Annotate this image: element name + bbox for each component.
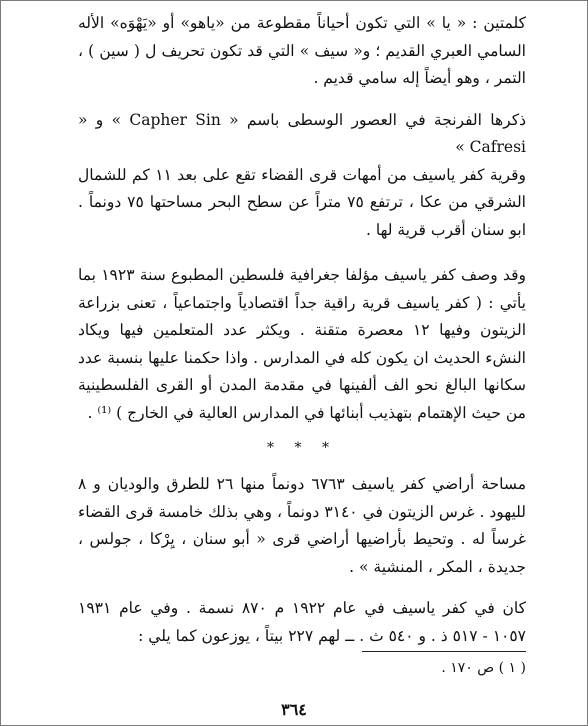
document-page [78, 10, 526, 650]
page-number: ٣٦٤ [281, 700, 307, 719]
paragraph-geography-quote: وقد وصف كفر ياسيف مؤلفا جغرافية فلسطين المطبوع سنة ١٩٢٣ بما يأتي : ( كفر ياسيف قرية راقية جداً اقتصادياً واجتماعياً ، تعنى بزراعة الزيتون وفيها ١٢ معصرة متقنة . ويكثر عدد المتعلمين فيها ويكاد النشء الحديث ان يكون كله في المدارس . واذا حكمنا عليها بنسبة عدد سكانها البالغ نحو الف ألفينها في مقدمة المدن أو القرى الفلسطينية من حيث الإهتمام بتهذيب أبنائها في المدارس العالية في الخارج ) ⁽¹⁾ . [78, 266, 526, 422]
paragraph-location: وقرية كفر ياسيف من أمهات قرى القضاء تقع على بعد ١١ كم للشمال الشرقي من عكا ، ترتفع ٧٥ متراً عن سطح البحر مساحتها ٧٥ دونماً . ابو سنان أقرب قرية لها . [78, 165, 526, 239]
paragraph-crusader-names: ذكرها الفرنجة في العصور الوسطى باسم « Capher Sin » و « Cafresi » [78, 110, 526, 156]
footnote: ( ١ ) ص ١٧٠ . [441, 660, 526, 676]
section-separator: * * * [267, 440, 337, 456]
footnote-divider [362, 651, 526, 652]
paragraph-population: كان في كفر ياسيف في عام ١٩٢٢ م ٨٧٠ نسمة . وفي عام ١٩٣١ ١٠٥٧ - ٥١٧ ذ . و ٥٤٠ ث . ــ لهم ٢٢٧ بيتاً ، يوزعون كما يلي : [78, 599, 527, 645]
paragraph-name-etymology: كلمتين : « يا » التي تكون أحياناً مقطوعة من «ياهو» أو «يَهْوَه» الأله السامي العبري القديم ؛ و« سيف » التي قد تكون تحريف ل ( سين ) ، التمر ، وهو أيضاً إله سامي قديم . [78, 14, 526, 87]
paragraph-land-area: مساحة أراضي كفر ياسيف ٦٧٦٣ دونماً منها ٢٦ للطرق والوديان و ٨ لليهود . غرس الزيتون في ٣١٤٠ دونماً ، وهي بذلك خامسة قرى القضاء غرساً له . وتحيط بأراضيها أراضي قرى « أبو سنان ، يِرْكا ، جولس ، جديدة ، المكر ، المنشية » . [78, 475, 526, 576]
